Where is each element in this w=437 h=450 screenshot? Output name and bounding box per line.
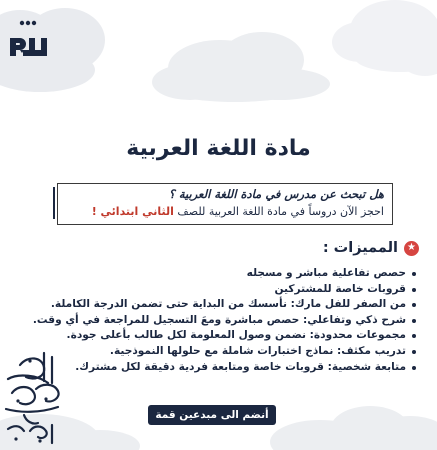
page-title: مادة اللغة العربية [126, 136, 311, 161]
features-header [323, 240, 419, 256]
list-item: حصص تفاعلية مباشر و مسجله [77, 266, 417, 282]
features-list [32, 266, 417, 375]
question-text: هل تبحث عن مدرس في مادة اللغة العربية ؟ [168, 187, 384, 201]
list-item: قروبات خاصة للمشتركين [77, 282, 417, 298]
grade-highlight: الثاني ابتدائي ! [91, 205, 174, 218]
list-item: من الصفر للفل مارك: نأسسك من البداية حتى تضمن الدرجة الكاملة. [77, 297, 417, 313]
arabic-calligraphy-icon [0, 345, 70, 450]
join-now-button[interactable]: أنضم الى مبدعين قمة الان ! [148, 405, 276, 425]
booking-text-prefix: احجز الآن دروساً في مادة اللغة العربية للصف [173, 205, 384, 218]
question-box-accent [53, 187, 55, 219]
list-item: شرح ذكي وتفاعلي: حصص مباشرة ومعَ التسجيل للمراجعة في أي وقت. [77, 313, 417, 329]
features-title: المميزات : [322, 240, 398, 256]
qimma-logo-icon [6, 18, 52, 62]
list-item: تدريب مكثف: نماذج اختبارات شاملة مع حلولها النموذجية. [77, 344, 417, 360]
star-icon: ★ [404, 241, 419, 256]
question-box [57, 183, 393, 225]
list-item: مجموعات محدودة: نضمن وصول المعلومة لكل طالب بأعلى جودة. [77, 328, 417, 344]
booking-text [92, 205, 384, 218]
list-item: متابعة شخصية: قروبات خاصة ومتابعة فردية دقيقة لكل مشترك. [77, 360, 417, 376]
clouds-top-decoration [0, 0, 437, 110]
